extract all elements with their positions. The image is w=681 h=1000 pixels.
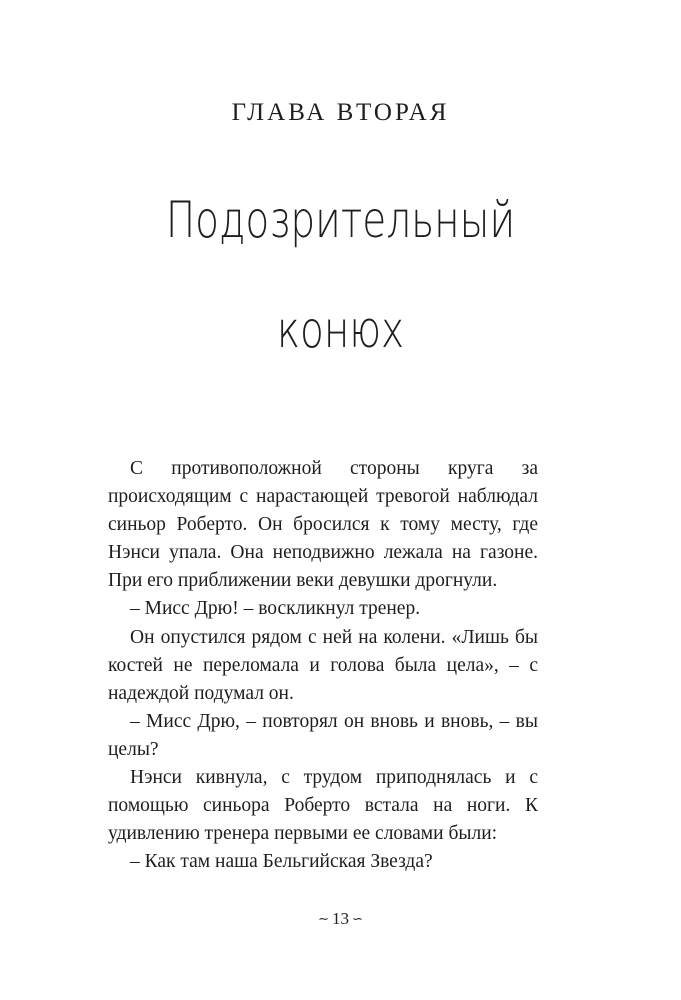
chapter-title-line-1: Подозрительный xyxy=(165,191,516,249)
paragraph: Нэнси кивнула, с трудом приподнялась и с помощью синьора Роберто встала на ноги. К удивлению тренера первыми ее словами были: xyxy=(108,767,538,845)
page-number: 13 xyxy=(332,909,349,928)
chapter-title-line-2: конюх xyxy=(276,301,405,359)
right-ornament-icon: ∽ xyxy=(352,912,363,928)
paragraph: – Мисс Дрю, – повторял он вновь и вновь, – вы целы? xyxy=(108,710,538,760)
body-text xyxy=(108,455,538,876)
page-number-footer xyxy=(0,908,681,931)
paragraph: Он опустился рядом с ней на колени. «Лишь бы костей не переломала и голова была цела», – с надеждой подумал он. xyxy=(108,626,538,704)
paragraph: – Мисс Дрю! – воскликнул тренер. xyxy=(130,598,421,620)
paragraph: С противоположной стороны круга за происходящим с нарастающей тревогой наблюдал синьор Роберто. Он бросился к тому месту, где Нэнси упала. Она неподвижно лежала на газоне. При его приближении веки девушки дрогнули. xyxy=(108,458,538,592)
chapter-label: ГЛАВА ВТОРАЯ xyxy=(231,99,450,126)
chapter-title xyxy=(75,165,606,385)
left-ornament-icon: ∼ xyxy=(318,912,329,928)
paragraph: – Как там наша Бельгийская Звезда? xyxy=(130,851,433,873)
